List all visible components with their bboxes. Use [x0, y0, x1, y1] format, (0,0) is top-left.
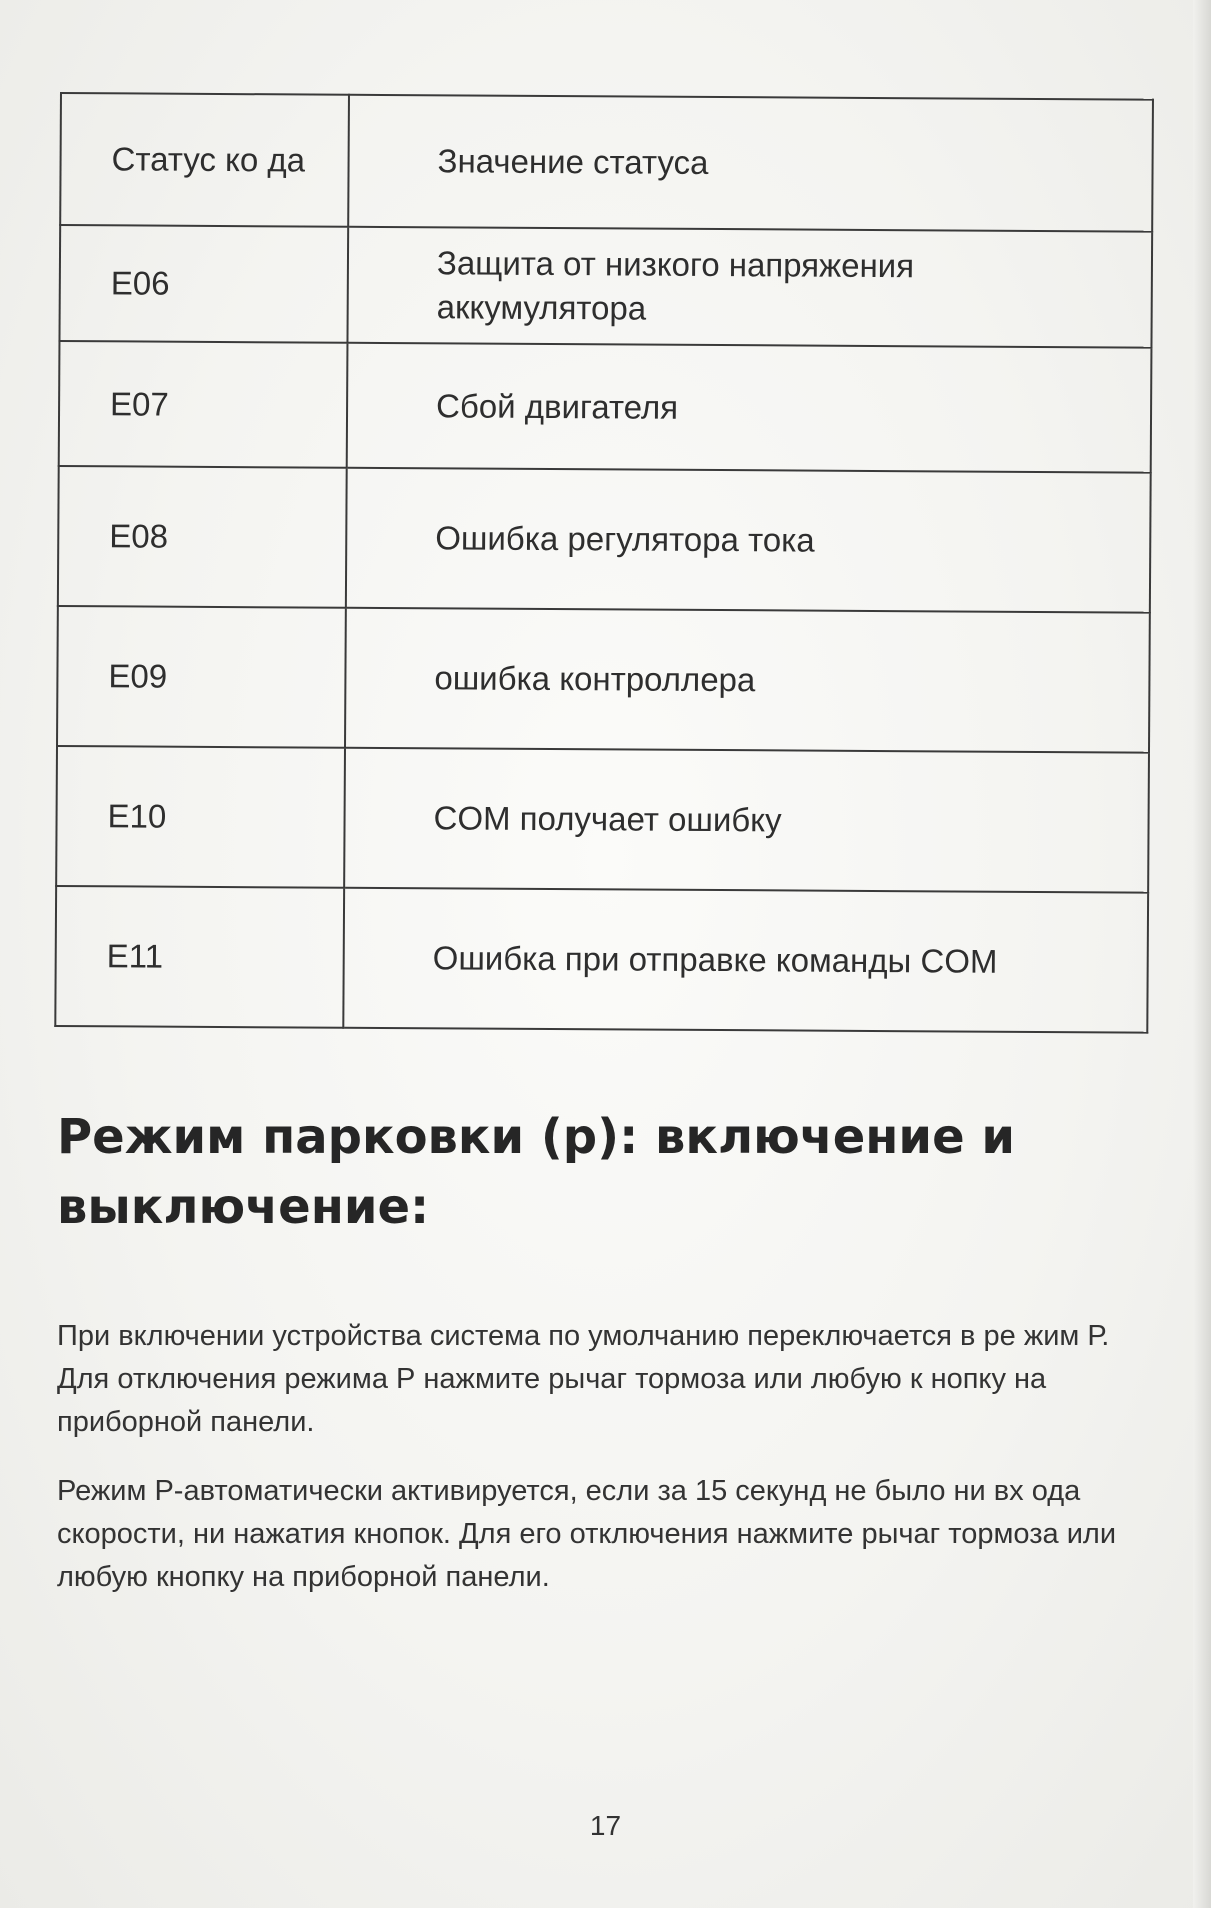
- status-code-cell: E07: [59, 341, 348, 468]
- status-code-table: [54, 92, 1154, 1034]
- status-meaning-cell: Сбой двигателя: [347, 343, 1152, 473]
- table-row: [59, 225, 1152, 348]
- status-code-cell: E11: [55, 886, 344, 1028]
- page-edge: [1193, 0, 1211, 1908]
- status-meaning-cell: Ошибка регулятора тока: [346, 468, 1151, 613]
- status-meaning-cell: Защита от низкого напряжения аккумулятора: [347, 227, 1152, 348]
- paragraph: При включении устройства система по умолчанию переключается в ре жим Р. Для отключения режима Р нажмите рычаг тормоза или любую к нопку на приборной панели.: [57, 1320, 1110, 1438]
- status-meaning-cell: Ошибка при отправке команды COM: [343, 888, 1148, 1033]
- status-meaning-cell: COM получает ошибку: [344, 748, 1149, 893]
- page-number: 17: [589, 1810, 622, 1841]
- header-status-code: Статус ко да: [60, 93, 349, 227]
- status-code-cell: E08: [58, 466, 347, 608]
- table-row: [58, 466, 1151, 613]
- status-code-cell: E06: [59, 225, 348, 343]
- table-row: [56, 746, 1149, 893]
- table-row: [55, 886, 1148, 1033]
- table-row: [57, 606, 1150, 753]
- header-status-meaning: Значение статуса: [348, 95, 1153, 232]
- table-header-row: [60, 93, 1153, 232]
- status-meaning-cell: ошибка контроллера: [345, 608, 1150, 753]
- paragraph: Режим Р-автоматически активируется, если за 15 секунд не было ни вх ода скорости, ни нажатия кнопок. Для его отключения нажмите рычаг тормоза или любую кнопку на приборной панели.: [57, 1475, 1117, 1593]
- section-title: Режим парковки (р): включение и выключение:: [57, 1109, 1015, 1235]
- table-row: [59, 341, 1152, 473]
- status-code-cell: E09: [57, 606, 346, 748]
- status-code-cell: E10: [56, 746, 345, 888]
